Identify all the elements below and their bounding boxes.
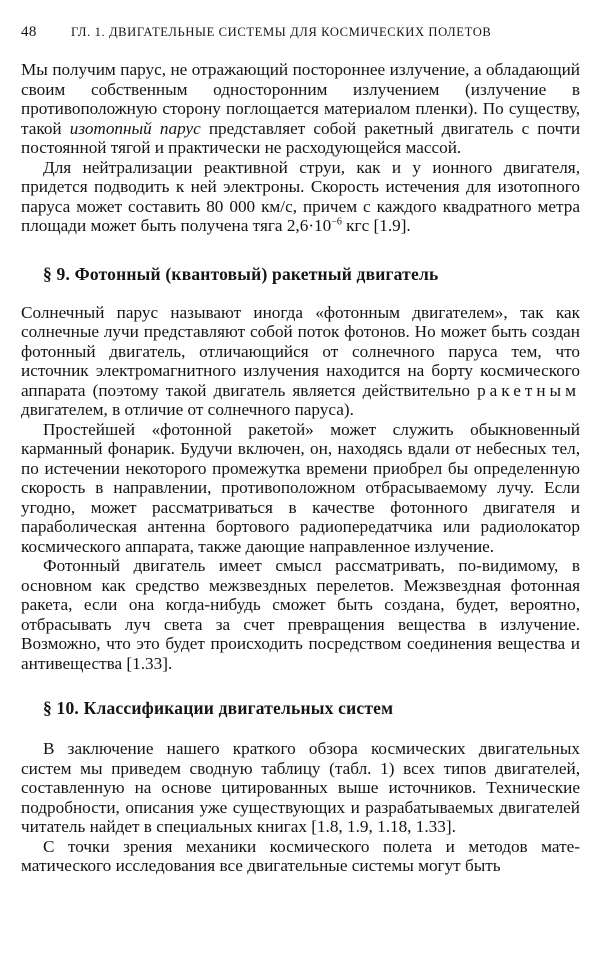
s9-text-1a: Солнечный парус называют иногда «фотонным двигателем», так как солнечные лучи представляют собой поток фотонов. Но может быть создан фотонный двигатель, отличающийся от солнечного паруса тем, что источник электромагнитного излучения находится на борту космического аппарата (поэтому такой двигатель является действительно: [21, 302, 580, 400]
intro-text-1a: Мы получим парус, не отражающий постороннее излучение, а обладающий своим собственным односторонним излучением (излучение в противоположную сторону поглощается материалом пленки). По существу, такой: [21, 60, 580, 138]
chapter-running-title: ГЛ. 1. ДВИГАТЕЛЬНЫЕ СИСТЕМЫ ДЛЯ КОСМИЧЕСКИХ ПОЛЕТОВ: [71, 25, 492, 39]
intro-text-2a: Для нейтрализации реактивной струи, как и у ионного двигателя, придется подводить к ней электроны. Скорость истечения для изотопного паруса может составить 80 000 км/с, причем с каждого квадратного метра площади может быть получена тяга 2,6·10: [21, 157, 580, 235]
section-9-paragraph-1: [21, 303, 580, 420]
intro-paragraph-neutralization: [21, 158, 580, 236]
page-number: 48: [21, 24, 37, 40]
intro-text-1b: представляет собой ракетный двигатель с почти постоянной тягой и практически не расходующейся массой.: [21, 118, 581, 157]
intro-paragraph-isotope-sail: [21, 60, 580, 158]
section-10-paragraph-1: В заключение нашего краткого обзора космических двигательных систем мы приведем сводную таблицу (табл. 1) всех типов двигателей, составленную на основе цитированных выше источников. Технические подробности, описания уже существующих и разрабатываемых двигателей читатель найдет в специальных книгах [1.8, 1.9, 1.18, 1.33].: [21, 739, 580, 836]
intro-text-2b: кгс [1.9].: [341, 216, 411, 235]
section-9-paragraph-2: Простейшей «фотонной ракетой» может служить обыкновенный карманный фонарик. Будучи включен, он, находясь вдали от небесных тел, по истечении некоторого промежутка времени приобрел бы определенную скорость в направлении, противоположном отбрасываемому лучу. Если угодно, может рассматриваться в качестве фотонного двигателя и параболическая антенна бортового радиопередатчика или радиолокатор космического аппарата, также дающие направленное излучение.: [21, 419, 580, 556]
s9-spaced-word: ракетным: [477, 380, 580, 400]
running-head: [21, 24, 580, 54]
section-9-paragraph-3: Фотонный двигатель имеет смысл рассматривать, по-видимому, в основном как средство межзвездных перелетов. Межзвездная фотонная ракета, если она когда-нибудь сможет быть создана, будет, вероятно, отбрасывать луч света за счет превращения вещества в излучение. Возможно, что это будет происходить посредством соединения вещества и антивещества [1.33].: [21, 556, 580, 673]
section-10-heading: § 10. Классификации двигательных систем: [43, 698, 394, 718]
exponent: −6: [331, 216, 342, 228]
s9-text-1b: двигателем, в отличие от солнечного паруса).: [21, 400, 354, 419]
section-10-paragraph-2: С точки зрения механики космического полета и методов математического исследования все двигательные системы могут быть: [21, 836, 580, 875]
intro-italic-term: изотопный парус: [69, 118, 201, 138]
section-9-heading: § 9. Фотонный (квантовый) ракетный двигатель: [43, 263, 439, 284]
